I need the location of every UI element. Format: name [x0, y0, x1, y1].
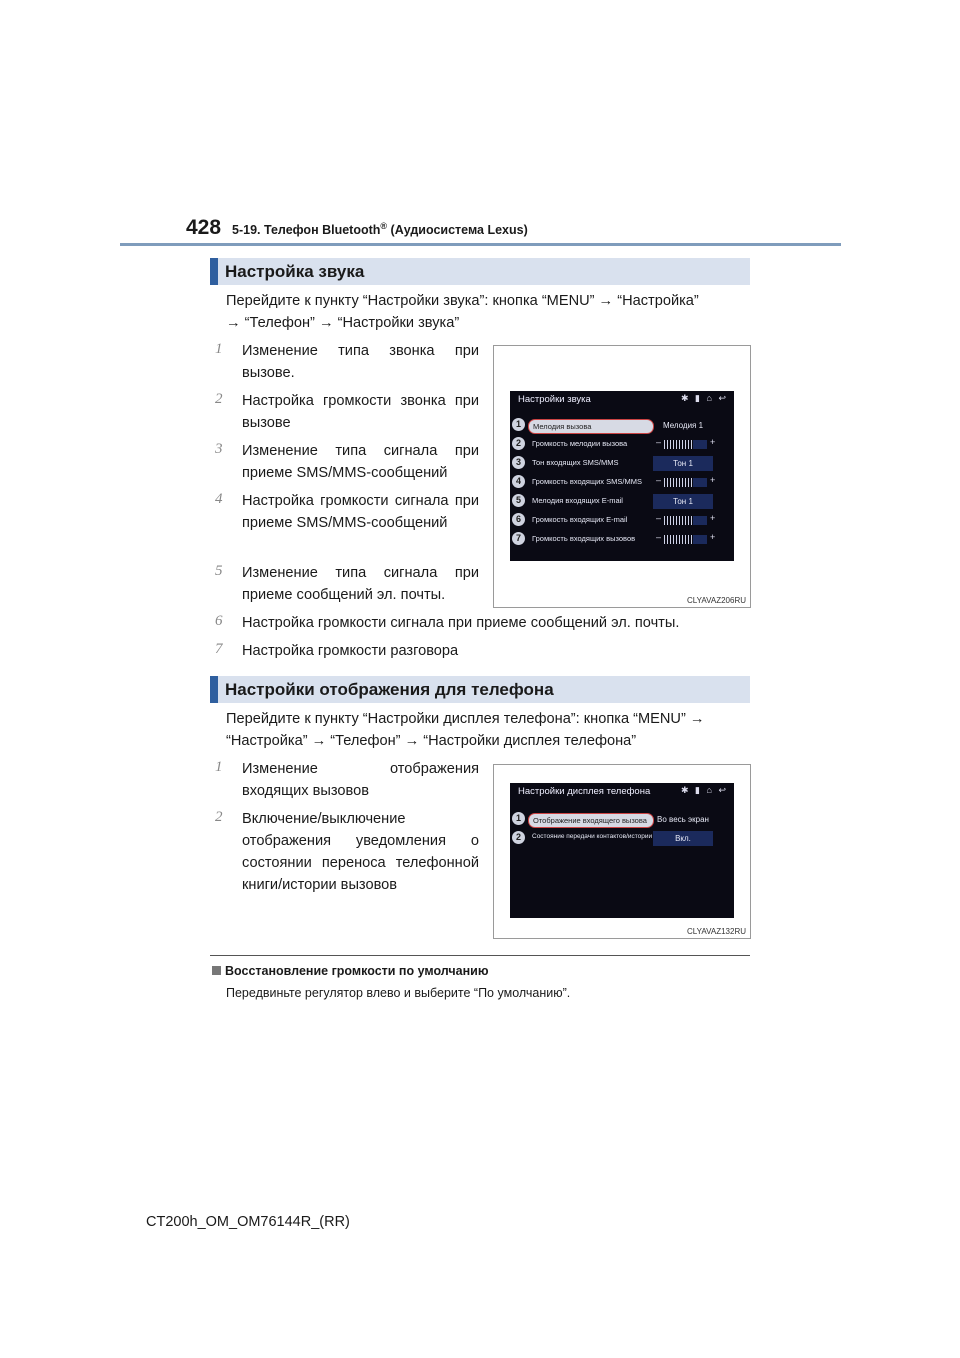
screen-title: Настройки дисплея телефона — [518, 786, 651, 797]
row-value: Тон 1 — [653, 456, 713, 471]
item-number: 4 — [215, 491, 223, 507]
screen-row: 3 Тон входящих SMS/MMS Тон 1 — [510, 456, 734, 475]
volume-bar: – + — [656, 532, 716, 542]
square-bullet-icon — [212, 966, 221, 975]
note-rule — [210, 955, 750, 956]
screen-row: 7 Громкость входящих вызовов – + — [510, 532, 734, 551]
screen-row: 6 Громкость входящих E-mail – + — [510, 513, 734, 532]
item-number: 6 — [215, 613, 223, 629]
screen-display — [510, 391, 734, 561]
item-number: 5 — [215, 563, 223, 579]
screen-title: Настройки звука — [518, 394, 591, 405]
section1-intro-line2: → “Телефон” → “Настройки звука” — [226, 315, 460, 331]
footer-doc-id: CT200h_OM_OM76144R_(RR) — [146, 1214, 350, 1230]
section2-intro-line2: “Настройка” → “Телефон” → “Настройки дисплея телефона” — [226, 733, 637, 749]
header-rule — [120, 243, 841, 246]
screen-row: 4 Громкость входящих SMS/MMS – + — [510, 475, 734, 494]
screen-row: 5 Мелодия входящих E-mail Тон 1 — [510, 494, 734, 513]
section-heading-display: Настройки отображения для телефона — [210, 676, 750, 703]
item-number: 3 — [215, 441, 223, 457]
sound-settings-screenshot — [493, 345, 751, 608]
section2-intro-line1: Перейдите к пункту “Настройки дисплея телефона”: кнопка “MENU” → — [226, 711, 705, 727]
figure-code: CLYAVAZ132RU — [687, 927, 746, 936]
page-number: 428 — [186, 216, 222, 239]
screen-row — [510, 418, 734, 437]
screen-display — [510, 783, 734, 918]
item-number: 2 — [215, 809, 223, 825]
row-value: Тон 1 — [653, 494, 713, 509]
row-value: Мелодия 1 — [662, 421, 704, 430]
selected-row-highlight: Мелодия вызова — [528, 419, 654, 434]
row-value: Во весь экран — [657, 815, 709, 824]
volume-bar: – + — [656, 475, 716, 485]
item-number: 7 — [215, 641, 223, 657]
status-icons: ✱ ▮ ⌂ ↩ — [681, 785, 728, 795]
screen-row: 2 Состояние передачи контактов/истории Вкл. — [510, 831, 734, 850]
item-number: 1 — [215, 341, 223, 357]
status-icons: ✱ ▮ ⌂ ↩ — [681, 393, 728, 403]
figure-code: CLYAVAZ206RU — [687, 596, 746, 605]
item-number: 2 — [215, 391, 223, 407]
item-number: 1 — [215, 759, 223, 775]
selected-row-highlight: Отображение входящего вызова — [528, 813, 654, 828]
row-badge: 1 — [512, 418, 525, 431]
section-heading-sound: Настройка звука — [210, 258, 750, 285]
row-value: Вкл. — [653, 831, 713, 846]
display-settings-screenshot — [493, 764, 751, 939]
screen-row: 1 Отображение входящего вызова Во весь экран — [510, 812, 734, 831]
note-heading: Восстановление громкости по умолчанию — [212, 964, 489, 978]
volume-bar: – + — [656, 513, 716, 523]
volume-bar: – + — [656, 437, 716, 447]
chapter-title: 5-19. Телефон Bluetooth® (Аудиосистема Lexus) — [232, 221, 528, 238]
note-text: Передвиньте регулятор влево и выберите “По умолчанию”. — [226, 986, 571, 1000]
screen-row: 2 Громкость мелодии вызова – + — [510, 437, 734, 456]
section1-intro-line1: Перейдите к пункту “Настройки звука”: кнопка “MENU” → “Настройка” — [226, 293, 699, 309]
